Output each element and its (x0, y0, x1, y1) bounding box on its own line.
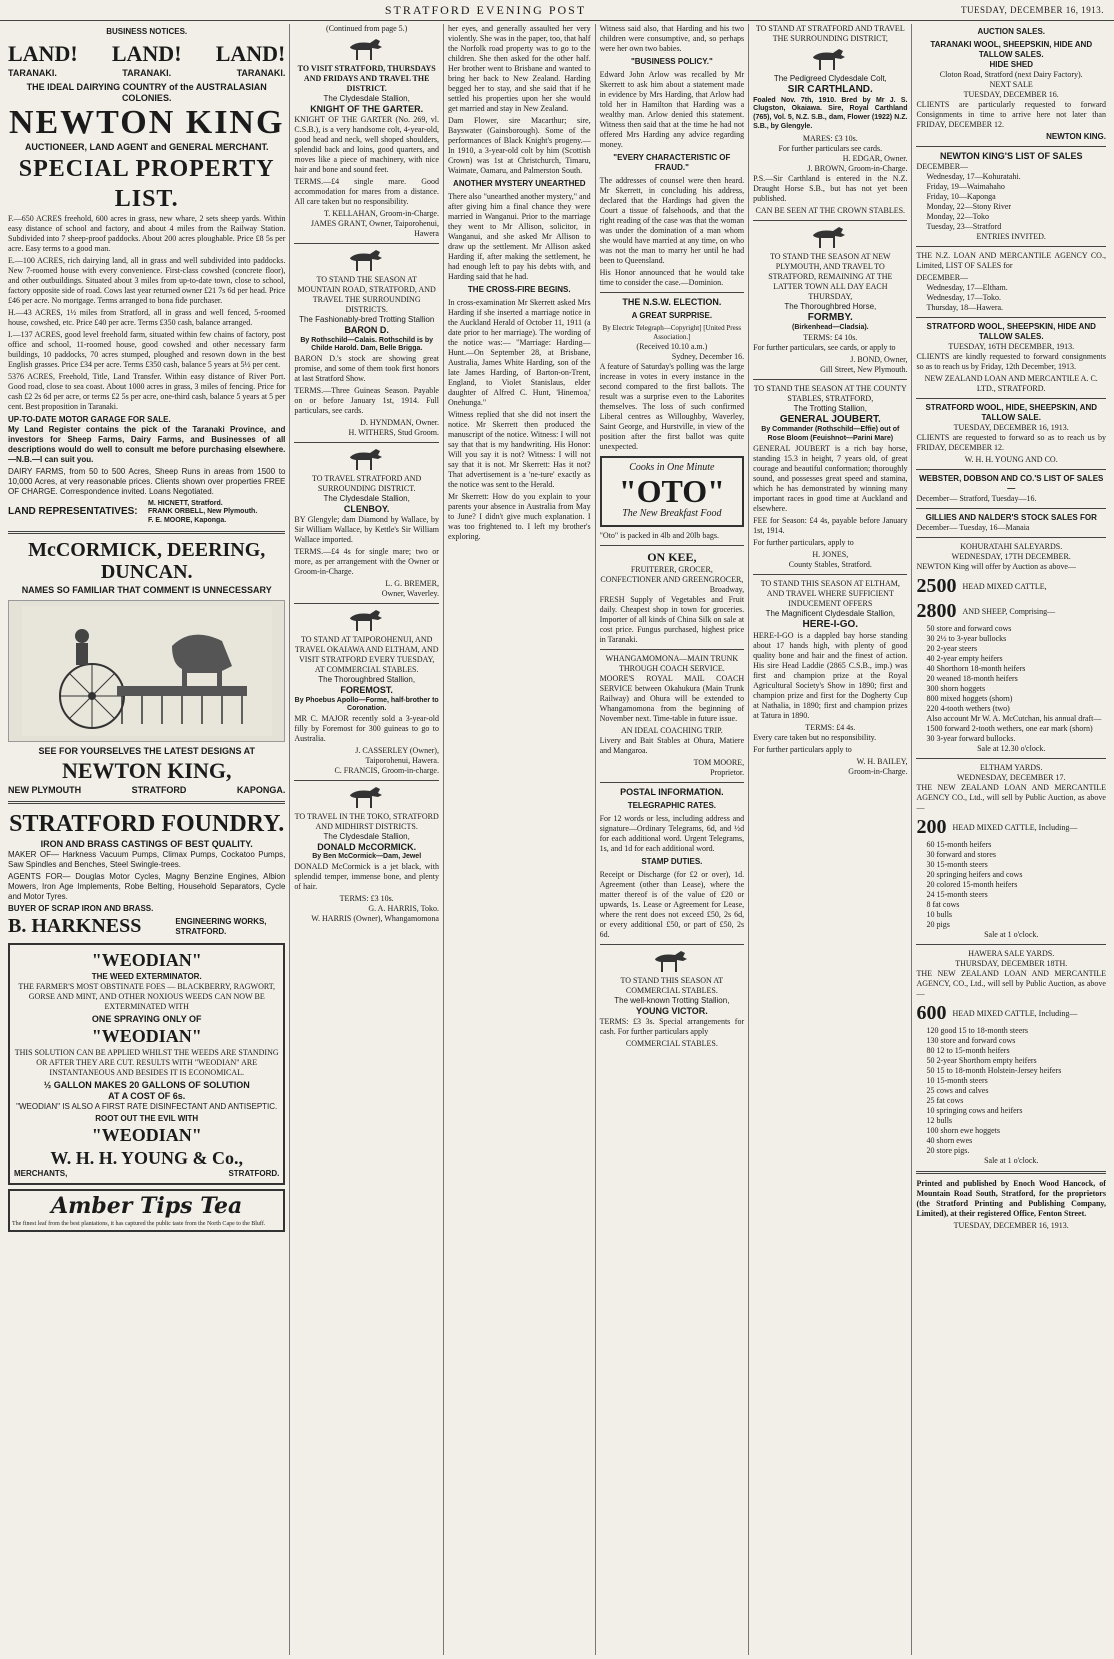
coach-livery: Livery and Bait Stables at Ohura, Matiere and Mangaroa. (599, 735, 745, 755)
hyndman: D. HYNDMAN, Owner. (360, 418, 439, 427)
formby-name: FORMBY. (807, 311, 853, 323)
dairying-tagline: THE IDEAL DAIRYING COUNTRY of the AUSTRALASIAN COLONIES. (26, 81, 267, 103)
stock-item: 220 4-tooth wethers (two) (926, 704, 1010, 714)
hawera-heading: HAWERA SALE YARDS. (968, 949, 1055, 959)
onkee-body: FRESH Supply of Vegetables and Fruit daily. Cheapest shop in town for groceries. Importer of all kinds of China Silk on sale at cost price. Fungus purchased, highest price in Taranaki. (599, 594, 745, 644)
stratford-wool-date: TUESDAY, 16TH DECEMBER, 1913. (948, 342, 1075, 352)
column-news (596, 24, 750, 1655)
stratford-wool-heading: STRATFORD WOOL, SHEEPSKIN, HIDE AND TALLOW SALES. (926, 322, 1096, 342)
entries-invited: ENTRIES INVITED. (976, 232, 1046, 242)
donald-name: DONALD McCORMICK. (317, 842, 417, 852)
count-200: 200 (916, 816, 947, 839)
taranaki-wool: TARANAKI WOOL, SHEEPSKIN, HIDE AND TALLOW SALES. (930, 40, 1093, 59)
webster-list: December— Stratford, Tuesday—16. (916, 494, 1037, 504)
count-600: 600 (916, 1002, 947, 1025)
gillies-list: December— Tuesday, 16—Manaia (916, 523, 1030, 533)
property-item: F.—650 ACRES freehold, 600 acres in grass, new whare, 2 sets sheep yards. Within easy distance of school and factory, and about 4 miles from the Railway Station. Subdivided into 7 sheep-proof paddocks. About 200 acres ploughable. Price £8 5s per acre. Easy terms to a good man. (8, 213, 286, 253)
onkee-trade: FRUITERER, GROCER, CONFECTIONER AND GREENGROCER, (600, 564, 744, 584)
stock-item: 1500 forward 2-tooth wethers, one ear mark (shorn) (926, 724, 1093, 734)
policy-body: Edward John Arlow was recalled by Mr Skerrett to ask him about a statement made in evidence by Mrs Harding, that Arlow had told her in Hamilton that Harding was a wealthy man. Arlow denied this statement. Witness then said that at the time he had not offered Mrs Harding any advice regarding money. (599, 70, 745, 149)
donald-breed: The Clydesdale Stallion, (323, 832, 410, 841)
towns-row (8, 785, 285, 796)
scrap-buyer: BUYER OF SCRAP IRON AND BRASS. (8, 904, 154, 914)
land-representatives (8, 500, 285, 526)
taranaki-word: TARANAKI. (236, 67, 286, 78)
masthead (0, 0, 1114, 21)
horse-icon (344, 447, 390, 471)
amber-tips-subtitle: The finest leaf from the best plantations, it has captured the public taste from the North Cape to the Bluff. (12, 1220, 266, 1227)
stock-item: 20 weaned 18-month heifers (926, 674, 1018, 684)
young-company: W. H. H. YOUNG & Co., (50, 1147, 244, 1168)
foremost-name: FOREMOST. (340, 685, 393, 696)
foremost-by: By Phoebus Apollo—Forme, half-brother to Coronation. (294, 696, 439, 713)
formby-further: For further particulars, see cards, or apply to (753, 342, 896, 352)
harvester-illustration (8, 600, 285, 742)
head-mixed-label: HEAD MIXED CATTLE, Including— (952, 1008, 1078, 1018)
proprietor: Proprietor. (710, 767, 745, 777)
carthland-mares: MARES: £3 10s. (802, 133, 858, 143)
fraud-body: The addresses of counsel were then heard. Mr Skerrett, in concluding his address, declared that the Hardings had given the Court a tissue of falsehoods, and that the right reading of the case was that the woman was under the domination of a man whom she would have married at any time, on who was not the man to marry her until he had been to Queensland. (599, 176, 745, 265)
coach-heading: WHANGAMOMONA—MAIN TRUNK THROUGH COACH SERVICE. (605, 653, 739, 673)
foremost-breed: The Thoroughbred Stallion, (318, 675, 416, 685)
jones-place: County Stables, Stratford. (788, 559, 872, 569)
agents-list: AGENTS FOR— Douglas Motor Cycles, Magny Benzine Engines, Albion Mowers, Iron Age Implements, Robe Belting, Household Separators, Cycle and Motor Tyres. (8, 872, 286, 902)
horse-icon (344, 785, 390, 809)
carthland-name: SIR CARTHLAND. (787, 84, 873, 95)
baron-terms: TERMS.—Three Guineas Season. Payable on or before January 1st, 1914. Full particulars, see cards. (294, 386, 439, 415)
bond-address: Gill Street, New Plymouth. (820, 364, 908, 374)
stock-item: 50 store and forward cows (926, 624, 1012, 634)
amber-tips-ad (8, 1189, 285, 1232)
mccormick-subtitle: NAMES SO FAMILIAR THAT COMMENT IS UNNECESSARY (21, 584, 272, 595)
nzloan-list-heading: THE N.Z. LOAN AND MERCANTILE AGENCY CO., Limited, LIST OF SALES for (916, 251, 1106, 271)
taranaki-row (8, 68, 285, 79)
joubert-body: GENERAL JOUBERT is a rich bay horse, standing 15.3 in height, 7 years old, of great courage and beautiful conformation; thoroughly sound, and possesses great speed and stamina, which he has demonstrated by winning many important races in good time at Auckland and elsewhere. (753, 443, 908, 513)
stratford-label: STRATFORD. (228, 1169, 280, 1178)
mystery-body: There also "unearthed another mystery," and after giving him a final chance they were married in Wanganui. Prior to the marriage they went to Mr Allison, solicitor, in Wanganui, and she asked Mr Allison to draw up the settlement. Mr Allison asked Harding if, after making the settlement, he had enough left to pay his debts with, and Harding said that he had. (447, 192, 591, 281)
stamp-body: Receipt or Discharge (for £2 or over), 1d. Agreement (other than Lease), where the matter thereof is of the value of £20 or upwards, 1s. Lease or Agreement for Lease, where the rent does not exceed £50, 2s 6d, or every additional £50, or part of £50, 2s 6d. (599, 870, 745, 939)
sale-item: Wednesday, 17—Eltham. (926, 283, 1008, 293)
sale-time: Sale at 12.30 o'clock. (977, 744, 1046, 754)
stock-item: 20 2-year steers (926, 644, 978, 654)
stock-item: 60 15-month heifers (926, 840, 992, 850)
auctioneer-role: AUCTIONEER, LAND AGENT and GENERAL MERCHANT. (24, 142, 269, 153)
stock-item: 20 colored 15-month heifers (926, 880, 1018, 890)
property-item: I.—137 ACRES, good level freehold farm, situated within few chains of factory, post office and school, 11-roomed house, good cowshed and other necessary farm buildings, 10 paddocks, 70 acres stumped, ploughed and resown down in the best English grasses. Price £34 per acre. Terms £350 cash, balance 5 years at 5½ per cent. (8, 329, 286, 369)
property-item: 5376 ACRES, Freehold, Title, Land Transfer. Within easy distance of River Port. Good road, close to sea coast. About 1000 acres in grass, 3 miles of fencing. Price for cash £2 2s 6d per acre, or terms £2 5s per acre, one-third cash, balance 5 years at 5 per cent. Best proposition in Taranaki. (8, 371, 286, 411)
head-count-2500 (916, 574, 1106, 599)
column-court-story (444, 24, 596, 1655)
eltham-date: WEDNESDAY, DECEMBER 17. (956, 773, 1066, 783)
knight-breed: The Clydesdale Stallion, (323, 94, 410, 103)
sale-time: Sale at 1 o'clock. (984, 930, 1039, 940)
hereigo-body: HERE-I-GO is a dappled bay horse standing about 17 hands high, with plenty of good quality bone and hair and the finest of action. His sire Head Laddie (2865 C.S.B., imp.) was first and champion prize at the Royal Agricultural Society's Show in 1890; first and champion prize and first for the Dogherty Cup at Nathalia, in 1890; first and champion prizes at Tatura in 1890. (753, 631, 908, 721)
merchants-label: MERCHANTS, (14, 1169, 68, 1178)
casserley-place: Taiporohenui, Hawera. (365, 756, 439, 765)
land-headline (8, 40, 285, 68)
motor-garage-heading: UP-TO-DATE MOTOR GARAGE FOR SALE. (8, 414, 171, 424)
stock-item: 20 pigs (926, 920, 950, 930)
column-business-notices (4, 24, 290, 1655)
sale-item: Friday, 19—Waimahaho (926, 182, 1005, 192)
carthland-heading: TO STAND AT STRATFORD AND TRAVEL THE SURROUNDING DISTRICT, (755, 24, 905, 43)
francis: C. FRANCIS, Groom-in-charge. (334, 766, 439, 775)
hereigo-terms: TERMS: £4 4s. (805, 723, 856, 733)
taranaki-word: TARANAKI. (122, 67, 172, 78)
horse-icon (649, 949, 695, 973)
hide-sale-heading: STRATFORD WOOL, HIDE, SHEEPSKIN, AND TALLOW SALE. (925, 403, 1097, 423)
donald-heading: TO TRAVEL IN THE TOKO, STRATFORD AND MIDHIRST DISTRICTS. (294, 812, 439, 831)
maker-list: MAKER OF— Harkness Vacuum Pumps, Climax Pumps, Cockatoo Pumps, Saw Spindles and Benches, Steel Swingle-trees. (8, 850, 286, 870)
stock-item: 10 springing cows and heifers (926, 1106, 1023, 1116)
foundry-subtitle: IRON AND BRASS CASTINGS OF BEST QUALITY. (40, 839, 253, 849)
stock-item: 800 mixed hoggets (shorn) (926, 694, 1013, 704)
stock-item: 10 15-month steers (926, 1076, 988, 1086)
gallon-text: ½ GALLON MAKES 20 GALLONS OF SOLUTION (43, 1079, 250, 1090)
weed-exterminator: THE WEED EXTERMINATOR. (91, 971, 202, 981)
nsw-subheading: A GREAT SURPRISE. (631, 311, 713, 321)
count-2800: 2800 (916, 600, 957, 623)
one-spraying: ONE SPRAYING ONLY OF (91, 1013, 202, 1024)
solution-text: THIS SOLUTION CAN BE APPLIED WHILST THE WEEDS ARE STANDING OR AFTER THEY ARE CUT. RESULTS WITH "WEODIAN" ARE INSTANTANEOUS AND BESIDES IT IS ECONOMICAL. (14, 1047, 279, 1077)
harris: G. A. HARRIS, Toko. (368, 904, 439, 913)
special-property-list: SPECIAL PROPERTY LIST. (18, 155, 275, 212)
stock-item: 24 15-month steers (926, 890, 988, 900)
baron-breed: The Fashionably-bred Trotting Stallion (299, 315, 435, 325)
young-breed: The well-known Trotting Stallion, (614, 996, 730, 1005)
story-paragraph: Dam Flower, sire Macarthur; sire, Bayswater (Gainsborough). Some of the performances of Black Knight's progeny.—In 1910, a 3-year-old colt by him (Scottish Crown) was 1st at Christchurch, Timaru, Waimate, Oamaru, and Palmerston South. (447, 116, 591, 175)
withers: H. WITHERS, Stud Groom. (348, 428, 439, 437)
column-stallions-2 (749, 24, 912, 1655)
kohuratahi-heading: KOHURATAHI SALEYARDS. (960, 542, 1063, 552)
newton-king-title: NEWTON KING (8, 104, 285, 142)
sale-item: Monday, 22—Toko (926, 212, 989, 222)
horse-icon (344, 248, 390, 272)
young-heading: TO STAND THIS SEASON AT COMMERCIAL STABLES. (620, 976, 724, 995)
nzloan-stratford: NEW ZEALAND LOAN AND MERCANTILE A. C. LTD., STRATFORD. (924, 374, 1098, 394)
clenboy-heading: TO TRAVEL STRATFORD AND SURROUNDING DISTRICT. (312, 474, 422, 493)
horse-icon (807, 225, 853, 249)
story-paragraph: her eyes, and generally assaulted her very violently. She was in the paper, too, that half the Norfolk road property was to go to the children. She then asked for the other half. Her brother went to Brisbane and wanted to bring her back to New Zealand. Harding begged her to stay, and she said that if he settled his properties upon her she would get married and stay in New Zealand. (447, 24, 591, 113)
land-word: LAND! (215, 41, 286, 66)
sale-item: Friday, 10—Kaponga (926, 192, 996, 202)
oto-packed: "Oto" is packed in 4lb and 20lb bags. (599, 530, 719, 540)
formby-heading: TO STAND THE SEASON AT NEW PLYMOUTH, AND TRAVEL TO STRATFORD, REMAINING AT THE LATTER TOWN ALL DAY EACH THURSDAY, (768, 251, 893, 301)
stock-item: 20 store pigs. (926, 1146, 970, 1156)
joubert-fee: FEE for Season: £4 4s, payable before January 1st, 1914. (753, 515, 908, 535)
nk-offer: NEWTON King will offer by Auction as above— (916, 562, 1076, 572)
december-label: DECEMBER— (916, 162, 969, 172)
rep-name: F. E. MOORE, Kaponga. (148, 517, 227, 524)
stock-item: 30 2½ to 3-year bullocks (926, 634, 1007, 644)
horse-icon (344, 608, 390, 632)
stock-item: 300 shorn hoggets (926, 684, 986, 694)
horse-icon (344, 37, 390, 61)
column-stallions-1 (290, 24, 444, 1655)
property-item: E.—100 ACRES, rich dairying land, all in grass and well subdivided into paddocks. New 7-roomed house with every convenience. First-class cowshed (concrete floor), and other outbuildings. Situated about 3 miles from up-to-date town, close to school, factory opposite side of road. Cows last year returned owner £21 7s 6d per head. Price £46 per acre. No mortgage. Terms arranged to bona fide purchaser. (8, 255, 286, 305)
received-line: (Received 10.10 a.m.) (636, 341, 708, 351)
clenboy-body: BY Glengyle; dam Diamond by Wallace, by Sir William Wallace, by Kettle's Sir William Wallace imported. (294, 515, 439, 545)
foremost-heading: TO STAND AT TAIPOROHENUI, AND TRAVEL OKAIAWA AND ELTHAM, AND VISIT STRATFORD EVERY TUESDAY, AT COMMERCIAL STABLES. (294, 635, 439, 675)
edgar: H. EDGAR, Owner. (842, 153, 908, 163)
next-date: TUESDAY, DECEMBER 16. (963, 90, 1059, 99)
weodian-title-3: "WEODIAN" (91, 1125, 202, 1145)
stock-item: 50 2-year Shorthorn empty heifers (926, 1056, 1037, 1066)
oto-ad (600, 456, 745, 527)
coach-trip: AN IDEAL COACHING TRIP. (620, 725, 723, 735)
hereigo-heading: TO STAND THIS SEASON AT ELTHAM, AND TRAVEL WHERE SUFFICIENT INDUCEMENT OFFERS (760, 578, 900, 608)
nzloan-eltham: THE NEW ZEALAND LOAN AND MERCANTILE AGENCY CO., Ltd., will sell by Public Auction, as above— (916, 783, 1106, 813)
mystery-heading: ANOTHER MYSTERY UNEARTHED (453, 179, 586, 188)
nk-sales-list-heading: NEWTON KING'S LIST OF SALES (939, 151, 1083, 161)
coach-body: MOORE'S ROYAL MAIL COACH SERVICE between Okahukura (Main Trunk Railway) and Ohura will be extended to Whangamomona from the beginning of November next. Time-table in future issue. (599, 673, 745, 723)
oto-title: "OTO" (618, 473, 725, 510)
policy-heading: "BUSINESS POLICY." (630, 57, 713, 66)
clients-notice-2: CLIENTS are kindly requested to forward consignments so as to reach us by Friday, 12th December, 1913. (916, 352, 1106, 372)
hide-shed: HIDE SHED (989, 60, 1033, 69)
town-name: KAPONGA. (236, 784, 286, 795)
stock-item: 30 15-month steers (926, 860, 988, 870)
crossfire-body-2: Witness replied that she did not insert the notice. Mr Skerrett then produced the manuscript of the notice. Witness: I will not say that that is my handwriting. His Honor: Will you say it is not? Witness: I will not say that it is not. Mr Skerrett: Has it not? That advertisement is a 'ne-ture' exactly as the notice was sent to the Herald. (447, 410, 591, 489)
rep-name: FRANK ORBELL, New Plymouth. (148, 508, 258, 516)
hereigo-apply: For further particulars apply to (753, 745, 852, 755)
formby-breed: The Thoroughbred Horse, (784, 301, 877, 311)
hawera-date: THURSDAY, DECEMBER 18TH. (955, 959, 1068, 969)
joubert-by: By Commander (Rothschild—Effie) out of Rose Bloom (Feuishnot—Parini Mare) (761, 426, 900, 442)
crossfire-heading: THE CROSS-FIRE BEGINS. (467, 285, 571, 294)
weodian-title-2: "WEODIAN" (91, 1026, 202, 1046)
telegraph-line: By Electric Telegraph—Copyright] [United Press Association.] (602, 324, 742, 341)
stock-item: 100 shorn ewe hoggets (926, 1126, 1001, 1136)
baron-by: By Rothschild—Calais. Rothschild is by Childe Harold. Dam, Belle Brigga. (300, 336, 433, 353)
foremost-body: MR C. MAJOR recently sold a 3-year-old filly by Foremost for 300 guineas to go to Australia. (294, 714, 439, 743)
clenboy-breed: The Clydesdale Stallion, (323, 494, 410, 503)
stock-item: 10 bulls (926, 910, 953, 920)
head-count-600 (916, 1001, 1106, 1026)
rates-body: For 12 words or less, including address and signature—Ordinary Telegrams, 6d, and ½d for each additional word. Urgent Telegrams, 1s, and 1d for each additional word. (599, 814, 745, 853)
stock-item: 80 12 to 15-month heifers (926, 1046, 1010, 1056)
continued-note: (Continued from page 5.) (326, 24, 408, 33)
harkness-name: B. HARKNESS (8, 915, 142, 938)
sale-item: Wednesday, 17—Kohuratahi. (926, 172, 1021, 182)
issue-date: TUESDAY, DECEMBER 16, 1913. (960, 5, 1104, 15)
stock-item: 50 15 to 18-month Holstein-Jersey heifers (926, 1066, 1062, 1076)
head-count-2800 (916, 599, 1106, 624)
land-word: LAND! (111, 41, 182, 66)
fraud-heading: "EVERY CHARACTERISTIC OF FRAUD." (613, 153, 731, 172)
reps-label: LAND REPRESENTATIVES: (8, 506, 138, 518)
hereigo-name: HERE-I-GO. (802, 618, 859, 630)
bailey-role: Groom-in-Charge. (848, 767, 908, 777)
sale-item: Thursday, 18—Hawera. (926, 303, 1004, 313)
town-name: STRATFORD (131, 784, 187, 795)
column-auction-sales (912, 24, 1110, 1655)
stock-item: 20 springing heifers and cows (926, 870, 1023, 880)
mccormick-title: McCORMICK, DEERING, DUNCAN. (28, 538, 266, 583)
see-latest-designs: SEE FOR YOURSELVES THE LATEST DESIGNS AT (38, 746, 255, 756)
bremer: L. G. BREMER, (385, 579, 439, 589)
postal-heading: POSTAL INFORMATION. (620, 786, 724, 797)
formby-terms: TERMS: £4 10s. (803, 332, 858, 342)
clients-notice-3: CLIENTS are requested to forward so as to reach us by FRIDAY, DECEMBER 12. (916, 433, 1106, 453)
taranaki-word: TARANAKI. (8, 67, 57, 78)
hereigo-breed: The Magnificent Clydesdale Stallion, (765, 608, 895, 618)
hereigo-care: Every care taken but no responsibility. (753, 733, 877, 743)
bremer-role: Owner, Waverley. (381, 589, 439, 599)
joubert-breed: The Trotting Stallion, (793, 403, 867, 413)
imprint-date: TUESDAY, DECEMBER 16, 1913. (953, 1221, 1069, 1231)
onkee-address: Broadway, (709, 584, 745, 594)
section-header: BUSINESS NOTICES. (106, 27, 188, 36)
nzloan-hawera: THE NEW ZEALAND LOAN AND MERCANTILE AGENCY, CO., Ltd., will sell by Public Auction, as above— (916, 969, 1106, 999)
oto-breakfast: The New Breakfast Food (622, 508, 722, 520)
story-paragraph: Witness said also, that Harding and his two children were consumptive, and, so perhaps were her own two babies. (599, 24, 745, 53)
next-sale: NEXT SALE (989, 80, 1033, 89)
clients-notice: CLIENTS are particularly requested to forward Consignments in time to arrive here not later than FRIDAY, DECEMBER 12. (916, 100, 1106, 129)
sale-item: Tuesday, 23—Stratford (926, 222, 1002, 232)
carthland-foaled: Foaled Nov. 7th, 1910. Bred by Mr J. S. Clugston, Okaiawa. Sire, Royal Carthland (765), Vol. 5, N.Z. S.B., dam, Flower (1922) N.Z. S.B., by Glengyle. (753, 96, 908, 130)
knight-heading: TO VISIT STRATFORD, THURSDAYS AND FRIDAYS AND TRAVEL THE DISTRICT. (297, 64, 436, 93)
clenboy-terms: TERMS.—£4 4s for single mare; two or more, as per arrangement with the Owner or Groom-in-Charge. (294, 547, 439, 577)
sydney-dateline: Sydney, December 16. (671, 351, 745, 361)
baron-name: BARON D. (344, 325, 389, 336)
joubert-heading: TO STAND THE SEASON AT THE COUNTY STABLES, STRATFORD, (753, 383, 907, 403)
casserley: J. CASSERLEY (Owner), (355, 746, 439, 755)
sale-item: Monday, 22—Stony River (926, 202, 1012, 212)
young-name: YOUNG VICTOR. (635, 1006, 708, 1016)
donald-body: DONALD McCormick is a jet black, with splendid temper, immense bone, and plenty of hair. (294, 862, 439, 891)
telegraphic-heading: TELEGRAPHIC RATES. (627, 801, 717, 810)
honor-note: His Honor announced that he would take time to consider the case.—Dominion. (599, 268, 745, 287)
nk-signature: NEWTON KING. (1046, 132, 1106, 141)
weodian-ad (8, 943, 285, 1185)
formby-by: (Birkenhead—Cladsia). (791, 324, 869, 331)
webster-heading: WEBSTER, DOBSON AND CO.'S LIST OF SALES— (919, 474, 1104, 494)
stock-item: 120 good 15 to 18-month steers (926, 1026, 1029, 1036)
town-name: NEW PLYMOUTH (8, 784, 82, 795)
head-mixed-label: HEAD MIXED CATTLE, Including— (952, 822, 1078, 832)
joubert-further: For further particulars, apply to (753, 537, 854, 547)
horse-icon (807, 47, 853, 71)
farmers-foes: THE FARMER'S MOST OBSTINATE FOES — BLACKBERRY, RAGWORT, GORSE AND MINT, AND OTHER NOXIOUS WEEDS CAN NOW BE EXTERMINATED WITH (18, 981, 276, 1011)
stock-item: Also account Mr W. A. McCutchan, his annual draft— (926, 714, 1102, 724)
clenboy-name: CLENBOY. (343, 504, 390, 514)
crossfire-body: In cross-examination Mr Skerrett asked Mrs Harding if she inserted a marriage notice in the Auckland Herald of October 11, 1911 (a date prior to her marriage). The wording of the notice was:— "Marriage: Harding—Hunt.—On September 28, at Brisbane, Australia, James White Harding, son of the late James Harding, of Barton-on-Trent, England, to Violet Stanislaus, elder daughter of Alfred C. Hunt, 'Hinemoa,' Onehunga." (447, 298, 591, 407)
bond: J. BOND, Owner, (850, 354, 908, 364)
harris-owner: W. HARRIS (Owner), Whangamomona (311, 914, 439, 923)
jones: H. JONES, (812, 549, 849, 559)
december-label: DECEMBER— (916, 273, 969, 283)
joubert-name: GENERAL JOUBERT. (779, 413, 881, 425)
cost-text: AT A COST OF 6s. (108, 1090, 186, 1101)
root-out: ROOT OUT THE EVIL WITH (95, 1114, 199, 1123)
stock-item: 30 3-year forward bullocks. (926, 734, 1016, 744)
weodian-title: "WEODIAN" (91, 950, 202, 971)
and-sheep-label: AND SHEEP, Comprising— (962, 606, 1056, 616)
stock-item: 25 fat cows (926, 1096, 964, 1106)
nsw-heading: THE N.S.W. ELECTION. (622, 297, 722, 307)
grant: JAMES GRANT, Owner, Taiporohenui, Hawera (310, 219, 439, 239)
stock-item: 40 shorn ewes (926, 1136, 973, 1146)
stock-item: 40 2-year empty heifers (926, 654, 1003, 664)
auction-header: AUCTION SALES. (977, 27, 1045, 36)
stock-item: 25 cows and calves (926, 1086, 989, 1096)
hide-address: Cloton Road, Stratford (next Dairy Factory). (939, 70, 1083, 79)
donald-by: By Ben McCormick—Dam, Jewel (312, 853, 422, 861)
crown-stables: CAN BE SEEN AT THE CROWN STABLES. (755, 205, 906, 215)
stock-item: 30 forward and stores (926, 850, 997, 860)
stock-item: 12 bulls (926, 1116, 953, 1126)
dairy-farms-text: DAIRY FARMS, from 50 to 500 Acres, Sheep Runs in areas from 1500 to 10,000 Acres, at very reasonable prices. Clients shown over properties FREE OF CHARGE. Correspondence invited. Loans Negotiated. (8, 466, 286, 496)
engineering-works: ENGINEERING WORKS, STRATFORD. (175, 916, 267, 936)
amber-tips-title: Amber Tips Tea (51, 1193, 243, 1219)
stock-item: 8 fat cows (926, 900, 960, 910)
whh-young: W. H. H. YOUNG AND CO. (964, 455, 1058, 465)
commercial-stables: COMMERCIAL STABLES. (625, 1039, 718, 1049)
tom-moore: TOM MOORE, (693, 757, 745, 767)
stock-item: 40 Shorthorn 18-month heifers (926, 664, 1026, 674)
bailey: W. H. BAILEY, (856, 757, 908, 767)
stock-item: 130 store and forward cows (926, 1036, 1016, 1046)
young-terms: TERMS: £3 3s. Special arrangements for cash. For further particulars apply (599, 1017, 745, 1037)
newton-king-again: NEWTON KING, (61, 758, 232, 784)
land-register-text: My Land Register contains the pick of the Taranaki Province, and investors for Sheep Farms, Dairy Farms, and Businesses of all descriptions would do well to consult me before purchasing elsewhere.—N.B.—I can suit you. (8, 424, 286, 464)
donald-terms: TERMS: £3 10s. (339, 894, 394, 903)
rep-name: M. HICNETT, Stratford. (148, 499, 223, 507)
oto-tagline: Cooks in One Minute (629, 461, 715, 473)
nsw-body: A feature of Saturday's polling was the large increase in votes in every instance in the second compared to the first ballots. The result was a surprise even to the Laborites themselves. The loss of such confirmed Liberal centres as Willoughby, Waverley, Saint George, and Hurstville, in view of the position after the first ballot was quite unexpected. (599, 361, 745, 451)
head-mixed-label: HEAD MIXED CATTLE, (962, 581, 1047, 591)
baron-heading: TO STAND THE SEASON AT MOUNTAIN ROAD, STRATFORD, AND TRAVEL THE SURROUNDING DISTRICTS. (297, 275, 436, 315)
land-word: LAND! (8, 41, 78, 66)
newspaper-title: STRATFORD EVENING POST (384, 2, 587, 17)
baron-body: BARON D.'s stock are showing great promise, and some of them took first honors at last Stratford Show. (294, 354, 439, 383)
sale-time: Sale at 1 o'clock. (984, 1156, 1039, 1166)
eltham-heading: ELTHAM YARDS. (979, 763, 1043, 773)
carthland-breed: The Pedigreed Clydesdale Colt, (773, 74, 887, 83)
onkee-name: ON KEE, (647, 549, 697, 564)
crossfire-body-3: Mr Skerrett: How do you explain to your parents your absence in Australia from May to June? I didn't give much explanation. I was too frightened to. I left my brother's exploring. (447, 492, 591, 541)
imprint: Printed and published by Enoch Wood Hancock, of Mountain Road South, Stratford, for the proprietors (the Stratford Printing and Publishing Company, Limited), at their registered Office, Fenton Street. (916, 1179, 1106, 1219)
kohuratahi-date: WEDNESDAY, 17TH DECEMBER. (951, 552, 1071, 562)
hide-sale-date: TUESDAY, DECEMBER 16, 1913. (953, 423, 1069, 433)
stamp-heading: STAMP DUTIES. (641, 857, 703, 866)
gillies-heading: GILLIES AND NALDER'S STOCK SALES FOR (925, 513, 1097, 523)
property-item: H.—43 ACRES, 1½ miles from Stratford, all in grass and well fenced, 5-roomed house, cowshed, etc. Price £40 per acre. Terms £350 cash, balance arranged. (8, 307, 286, 327)
brown: J. BROWN, Groom-in-Charge. (807, 163, 908, 173)
disinfectant-text: "WEODIAN" IS ALSO A FIRST RATE DISINFECTANT AND ANTISEPTIC. (16, 1102, 278, 1111)
sale-item: Wednesday, 17—Toko. (926, 293, 1001, 303)
head-count-200 (916, 815, 1106, 840)
knight-body: KNIGHT OF THE GARTER (No. 269, vl. C.S.B.), is a very handsome colt, 4-year-old, good head and neck, well shoped shoulders, splendid back and loins, good quarters, and moves like a piece of machinery, with nice hair and bone and sound feet. (294, 115, 439, 175)
carthland-ps: P.S.—Sir Carthland is entered in the N.Z. Draught Horse S.B., but has not yet been published. (753, 173, 908, 203)
knight-name: KNIGHT OF THE GARTER. (310, 104, 424, 114)
count-2500: 2500 (916, 575, 957, 598)
carthland-cards: For further particulars see cards. (778, 143, 883, 153)
kellahan: T. KELLAHAN, Groom-in-Charge. (323, 209, 439, 219)
knight-terms: TERMS.—£4 single mare. Good accommodation for mares from a distance. All care taken but no responsibility. (294, 177, 439, 207)
foundry-title: STRATFORD FOUNDRY. (9, 811, 285, 837)
